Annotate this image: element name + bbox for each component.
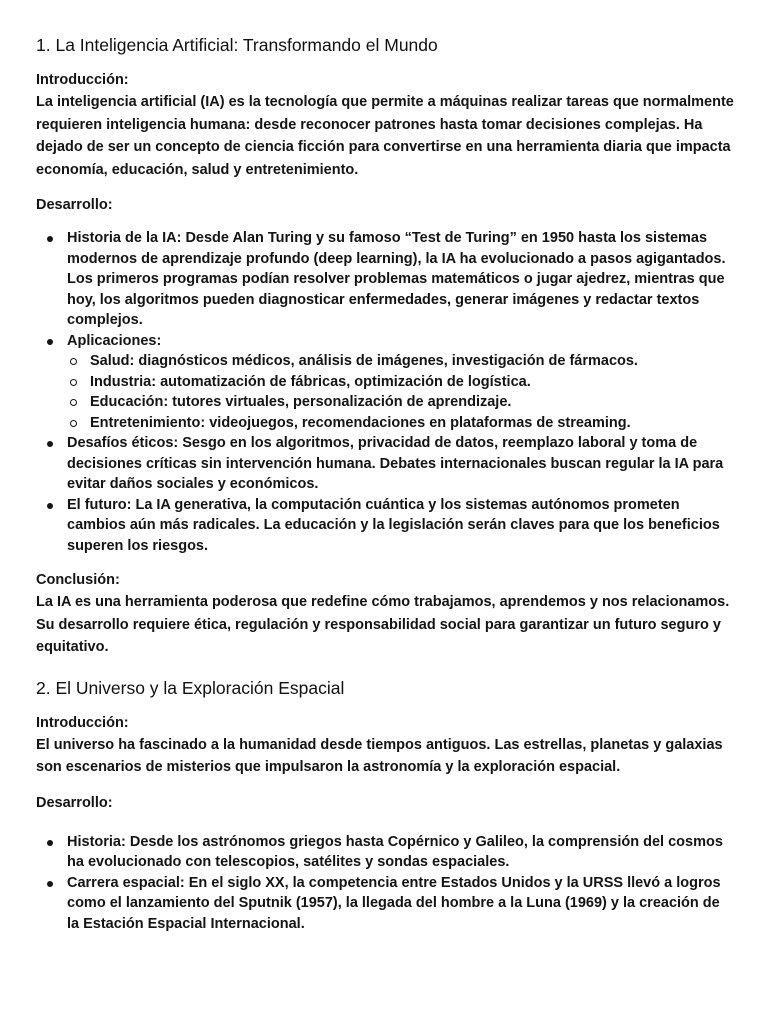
intro-paragraph: El universo ha fascinado a la humanidad desde tiempos antiguos. Las estrellas, planetas y galaxias son escenarios de misterios que impulsaron la astronomía y la exploración espacial. xyxy=(36,736,723,775)
hollow-bullet-icon xyxy=(70,420,77,427)
section-universe xyxy=(36,676,734,935)
bullet-icon xyxy=(47,840,53,846)
sublist-item-text: Entretenimiento: videojuegos, recomendaciones en plataformas de streaming. xyxy=(90,414,631,431)
conclusion-paragraph: La IA es una herramienta poderosa que redefine cómo trabajamos, aprendemos y nos relacionamos. Su desarrollo requiere ética, regulación y responsabilidad social para garantizar un futuro seguro y equitativo. xyxy=(36,594,730,655)
list-item-text: Historia de la IA: Desde Alan Turing y su famoso “Test de Turing” en 1950 hasta los sistemas modernos de aprendizaje profundo (deep learning), la IA ha evolucionado a pasos agigantados. Los primeros programas podían resolver problemas matemáticos o jugar ajedrez, mientras que hoy, los algoritmos pueden diagnosticar enfermedades, generar imágenes y redactar textos complejos. xyxy=(67,230,726,328)
development-list xyxy=(36,832,734,935)
sublist-item xyxy=(67,392,734,413)
development-label: Desarrollo: xyxy=(36,794,113,811)
hollow-bullet-icon xyxy=(70,379,77,386)
list-item-text: Historia: Desde los astrónomos griegos hasta Copérnico y Galileo, la comprensión del cosmos ha evolucionado con telescopios, satélites y sondas espaciales. xyxy=(67,833,723,870)
applications-sublist xyxy=(67,351,734,433)
list-item xyxy=(36,873,734,935)
sublist-item xyxy=(67,351,734,372)
list-item xyxy=(36,433,734,495)
development-label: Desarrollo: xyxy=(36,197,113,213)
list-item-text: Desafíos éticos: Sesgo en los algoritmos, privacidad de datos, reemplazo laboral y toma de decisiones críticas sin intervención humana. Debates internacionales buscan regular la IA para evitar daños sociales y económicos. xyxy=(67,435,724,492)
list-item xyxy=(36,832,734,873)
section-title: 2. El Universo y la Exploración Espacial xyxy=(36,677,345,698)
section-title: 1. La Inteligencia Artificial: Transformando el Mundo xyxy=(36,35,438,55)
sublist-item xyxy=(67,372,734,393)
development-list xyxy=(36,228,734,556)
intro-paragraph: La inteligencia artificial (IA) es la tecnología que permite a máquinas realizar tareas que normalmente requieren inteligencia humana: desde reconocer patrones hasta tomar decisiones complejas. Ha dejado de ser un concepto de ciencia ficción para convertirse en una herramienta diaria que impacta economía, educación, salud y entretenimiento. xyxy=(36,94,734,178)
sublist-item-text: Industria: automatización de fábricas, optimización de logística. xyxy=(90,373,531,390)
bullet-icon xyxy=(47,441,53,447)
list-item xyxy=(36,228,734,331)
bullet-icon xyxy=(47,503,53,509)
list-item-text: El futuro: La IA generativa, la computación cuántica y los sistemas autónomos prometen cambios aún más radicales. La educación y la legislación serán claves para que los beneficios superen los riesgos. xyxy=(67,496,720,554)
sublist-item-text: Educación: tutores virtuales, personalización de aprendizaje. xyxy=(90,394,512,410)
bullet-icon xyxy=(47,236,53,242)
list-item xyxy=(36,495,734,557)
sublist-item-text: Salud: diagnósticos médicos, análisis de imágenes, investigación de fármacos. xyxy=(90,353,638,369)
hollow-bullet-icon xyxy=(70,399,77,406)
intro-label: Introducción: xyxy=(36,714,129,731)
list-item-text: Carrera espacial: En el siglo XX, la competencia entre Estados Unidos y la URSS llevó a logros como el lanzamiento del Sputnik (1957), la llegada del hombre a la Luna (1969) y la creación de la Estación Espacial Internacional. xyxy=(67,874,721,932)
hollow-bullet-icon xyxy=(70,358,77,365)
sublist-item xyxy=(67,413,734,434)
conclusion-label: Conclusión: xyxy=(36,572,120,588)
list-item-text: Aplicaciones: xyxy=(67,332,162,349)
bullet-icon xyxy=(47,881,53,887)
list-item xyxy=(36,331,734,434)
section-ai xyxy=(36,33,734,659)
bullet-icon xyxy=(47,339,53,345)
intro-label: Introducción: xyxy=(36,72,129,88)
